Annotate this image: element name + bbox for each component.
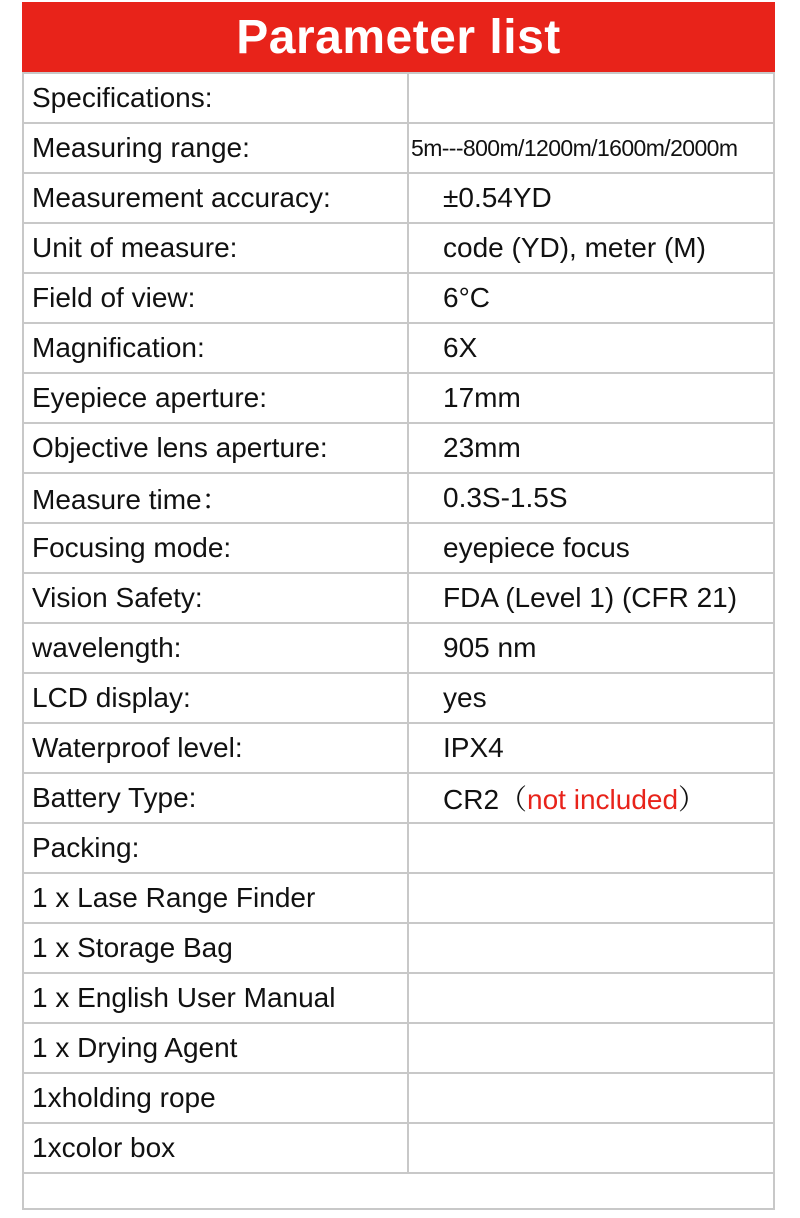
note-close-paren: ）	[678, 784, 707, 815]
spec-label: 1 x Drying Agent	[23, 1023, 408, 1073]
table-row	[23, 673, 774, 723]
page-title: Parameter list	[236, 10, 561, 64]
spec-label: Vision Safety:	[23, 573, 408, 623]
spec-value	[408, 973, 774, 1023]
spec-value	[408, 73, 774, 123]
table-row	[23, 1073, 774, 1123]
spec-label: Waterproof level:	[23, 723, 408, 773]
spec-label: 1 x Storage Bag	[23, 923, 408, 973]
spec-label: Objective lens aperture:	[23, 423, 408, 473]
table-row	[23, 723, 774, 773]
spec-value	[408, 823, 774, 873]
table-row	[23, 173, 774, 223]
table-row	[23, 473, 774, 523]
spec-value	[408, 923, 774, 973]
note-open-paren: （	[499, 784, 528, 815]
table-row	[23, 123, 774, 173]
battery-value-cell	[408, 773, 774, 823]
table-row	[23, 923, 774, 973]
table-row	[23, 973, 774, 1023]
spec-label: 1xholding rope	[23, 1073, 408, 1123]
spec-label: Specifications:	[23, 73, 408, 123]
spec-value	[408, 1073, 774, 1123]
table-row	[23, 873, 774, 923]
table-row	[23, 773, 774, 823]
spec-label: Eyepiece aperture:	[23, 373, 408, 423]
spec-label: LCD display:	[23, 673, 408, 723]
spec-value: FDA (Level 1) (CFR 21)	[408, 573, 774, 623]
table-row	[23, 523, 774, 573]
spec-value: 0.3S-1.5S	[408, 473, 774, 523]
spec-value	[408, 1023, 774, 1073]
spec-value: 17mm	[408, 373, 774, 423]
spec-label: Magnification:	[23, 323, 408, 373]
spec-value: yes	[408, 673, 774, 723]
table-row	[23, 623, 774, 673]
spec-value	[408, 1123, 774, 1173]
spec-label: 1 x English User Manual	[23, 973, 408, 1023]
spec-value: 6°C	[408, 273, 774, 323]
spec-value: 6X	[408, 323, 774, 373]
spec-label: Measurement accuracy:	[23, 173, 408, 223]
spec-label: Packing:	[23, 823, 408, 873]
parameter-table	[22, 72, 775, 1174]
spec-label: Battery Type:	[23, 773, 408, 823]
spec-value: 5m---800m/1200m/1600m/2000m	[408, 123, 774, 173]
spec-value: eyepiece focus	[408, 523, 774, 573]
table-row	[23, 573, 774, 623]
spec-label: Focusing mode:	[23, 523, 408, 573]
table-row	[23, 73, 774, 123]
spec-label: Measure time：	[23, 473, 408, 523]
table-row	[23, 223, 774, 273]
spec-label: 1xcolor box	[23, 1123, 408, 1173]
spec-value: ±0.54YD	[408, 173, 774, 223]
table-row	[23, 323, 774, 373]
table-row	[23, 1023, 774, 1073]
spec-label: Measuring range:	[23, 123, 408, 173]
spec-value: IPX4	[408, 723, 774, 773]
spec-value: 23mm	[408, 423, 774, 473]
table-row	[23, 273, 774, 323]
title-banner	[22, 2, 775, 72]
spec-label: 1 x Lase Range Finder	[23, 873, 408, 923]
not-included-note: not included	[527, 784, 679, 815]
spec-label: wavelength:	[23, 623, 408, 673]
table-row	[23, 823, 774, 873]
table-row	[23, 373, 774, 423]
spec-value: CR2	[443, 784, 500, 815]
spec-value	[408, 873, 774, 923]
spec-label: Field of view:	[23, 273, 408, 323]
spec-value: 905 nm	[408, 623, 774, 673]
table-row	[23, 423, 774, 473]
spec-value: code (YD), meter (M)	[408, 223, 774, 273]
table-row	[23, 1123, 774, 1173]
spec-label: Unit of measure:	[23, 223, 408, 273]
